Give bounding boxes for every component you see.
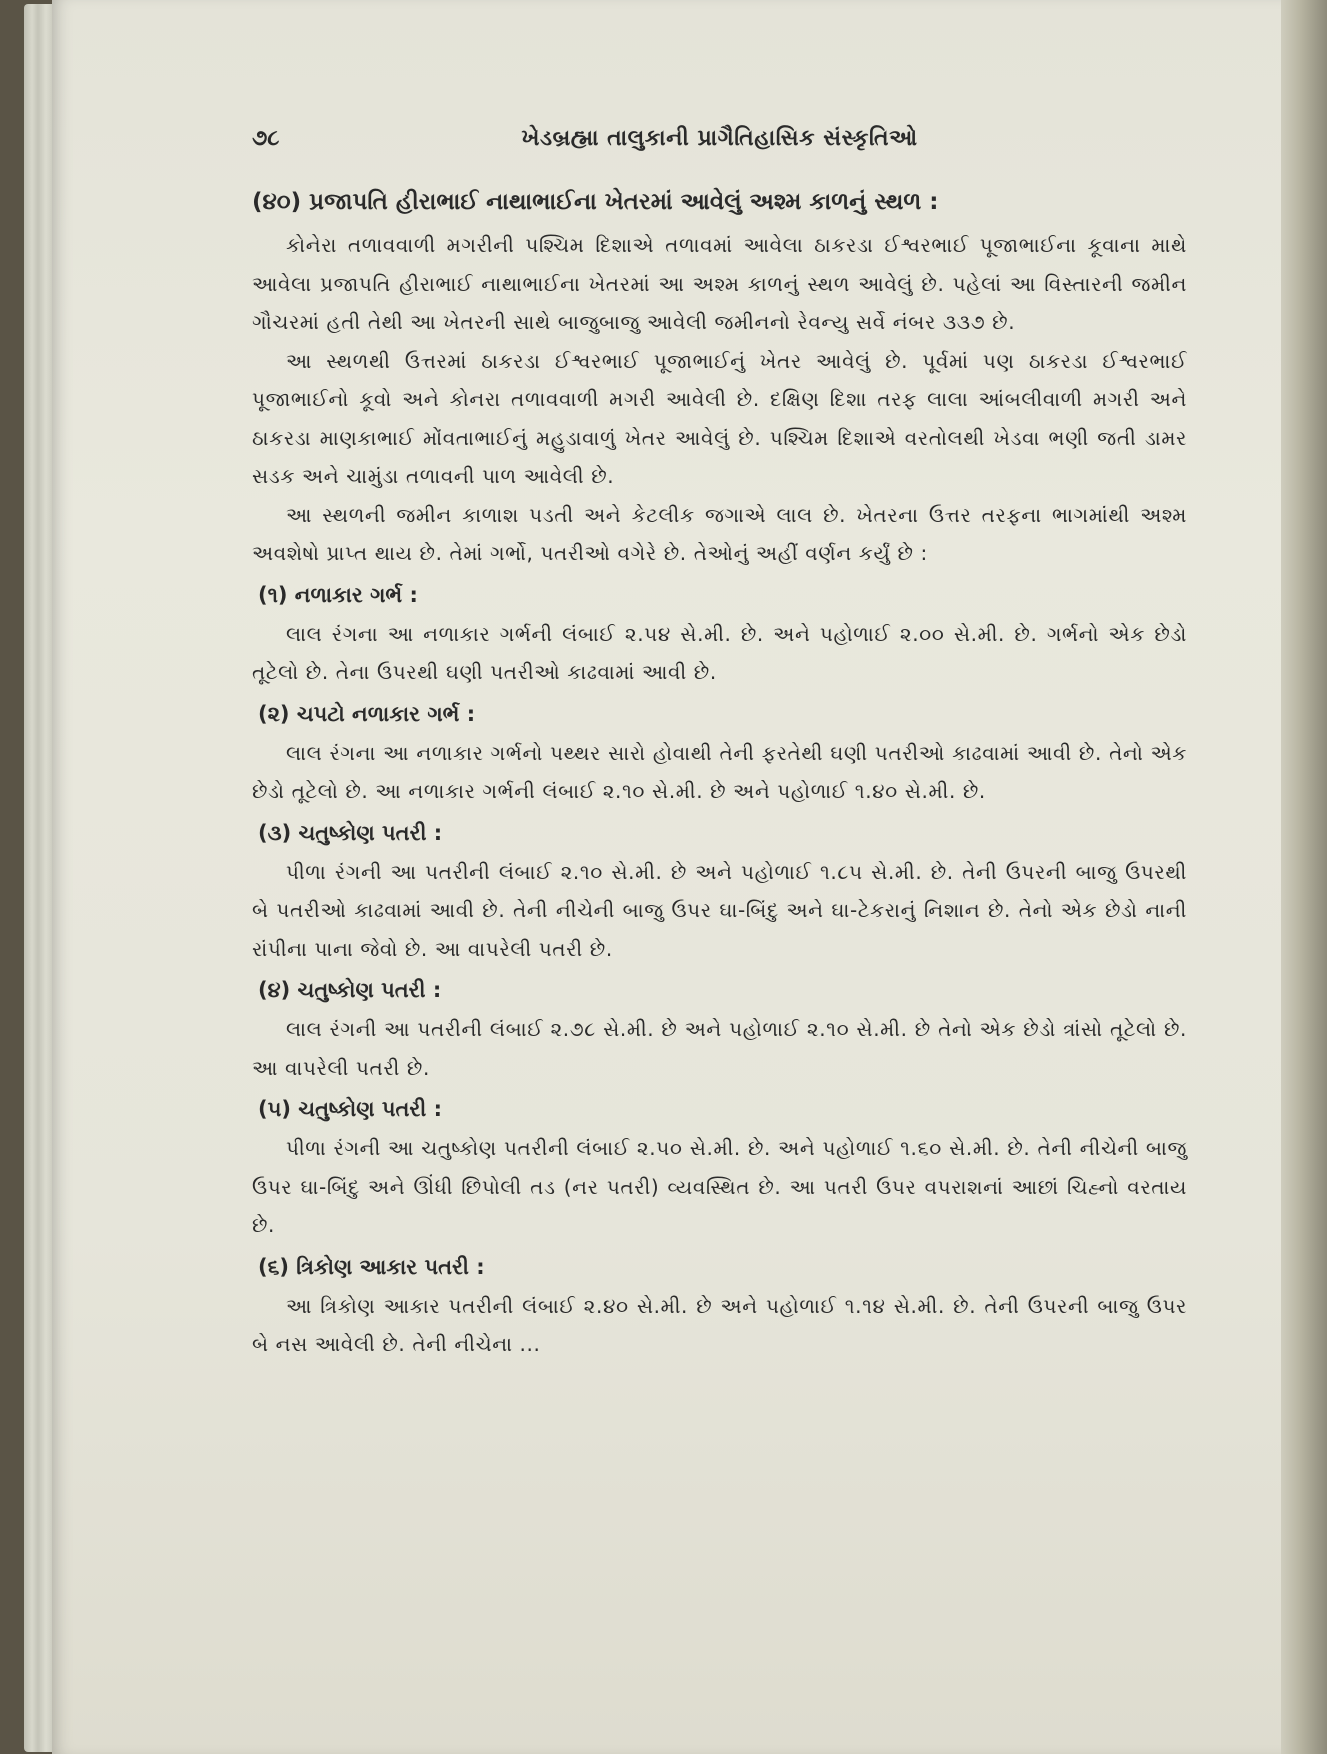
item-heading-3: (૩) ચતુષ્કોણ પતરી : (258, 820, 443, 845)
item-heading-4: (૪) ચતુષ્કોણ પતરી : (258, 978, 442, 1002)
section-paragraph-2: આ સ્થળથી ઉત્તરમાં ઠાકરડા ઈશ્વરભાઈ પૂજાભાઈનું ખેતર આવેલું છે. પૂર્વમાં પણ ઠાકરડા ઈશ્વરભાઈ પૂજાભાઈનો કૂવો અને કોનરા તળાવવાળી મગરી આવેલી છે. દક્ષિણ દિશા તરફ લાલા આંબલીવાળી મગરી અને ઠાકરડા માણકાભાઈ મોંવતાભાઈનું મહુડાવાળું ખેતર આવેલું છે. પશ્ચિમ દિશાએ વરતોલથી ખેડવા ભણી જતી ડામર સડક અને ચામુંડા તળાવની પાળ આવેલી છે. (252, 348, 1187, 488)
running-header (252, 126, 1187, 182)
item-text-4: લાલ રંગની આ પતરીની લંબાઈ ૨.૭૮ સે.મી. છે અને પહોળાઈ ૨.૧૦ સે.મી. છે તેનો એક છેડો ત્રાંસો તૂટેલો છે. આ વાપરેલી પતરી છે. (252, 1017, 1187, 1080)
item-text-3: પીળા રંગની આ પતરીની લંબાઈ ૨.૧૦ સે.મી. છે અને પહોળાઈ ૧.૮૫ સે.મી. છે. તેની ઉપરની બાજુ ઉપરથી બે પતરીઓ કાઢવામાં આવી છે. તેની નીચેની બાજુ ઉપર ઘા-બિંદુ અને ઘા-ટેકરાનું નિશાન છે. તેનો એક છેડો નાની રાંપીના પાના જેવો છે. આ વાપરેલી પતરી છે. (252, 859, 1187, 961)
item-heading-1: (૧) નળાકાર ગર્ભ : (258, 582, 418, 607)
running-title: ખેડબ્રહ્મા તાલુકાની પ્રાગૈતિહાસિક સંસ્કૃતિઓ (521, 126, 918, 151)
item-heading-2: (૨) ચપટો નળાકાર ગર્ભ : (258, 701, 476, 726)
book-spine-shadow (1281, 0, 1327, 1754)
item-text-1: લાલ રંગના આ નળાકાર ગર્ભની લંબાઈ ૨.૫૪ સે.મી. છે. અને પહોળાઈ ૨.૦૦ સે.મી. છે. ગર્ભનો એક છેડો તૂટેલો છે. તેના ઉપરથી ઘણી પતરીઓ કાઢવામાં આવી છે. (252, 621, 1187, 684)
page-content (252, 126, 1187, 1364)
item-heading-6: (૬) ત્રિકોણ આકાર પતરી : (258, 1254, 485, 1279)
item-text-5: પીળા રંગની આ ચતુષ્કોણ પતરીની લંબાઈ ૨.૫૦ સે.મી. છે. અને પહોળાઈ ૧.૬૦ સે.મી. છે. તેની નીચેની બાજુ ઉપર ઘા-બિંદુ અને ઊંધી છિપોલી તડ (નર પતરી) વ્યવસ્થિત છે. આ પતરી ઉપર વપરાશનાં આછાં ચિહ્નો વરતાય છે. (252, 1136, 1187, 1237)
page-number: ૭૮ (252, 126, 280, 151)
section-title: (૪૦) પ્રજાપતિ હીરાભાઈ નાથાભાઈના ખેતરમાં આવેલું અશ્મ કાળનું સ્થળ : (252, 189, 939, 215)
item-heading-5: (૫) ચતુષ્કોણ પતરી : (258, 1097, 442, 1121)
section-paragraph-1: કોનેરા તળાવવાળી મગરીની પશ્ચિમ દિશાએ તળાવમાં આવેલા ઠાકરડા ઈશ્વરભાઈ પૂજાભાઈના કૂવાના માથે આવેલા પ્રજાપતિ હીરાભાઈ નાથાભાઈના ખેતરમાં આ અશ્મ કાળનું સ્થળ આવેલું છે. પહેલાં આ વિસ્તારની જમીન ગૌચરમાં હતી તેથી આ ખેતરની સાથે બાજુબાજુ આવેલી જમીનનો રેવન્યુ સર્વે નંબર ૩૩૭ છે. (252, 233, 1187, 334)
section-paragraph-3: આ સ્થળની જમીન કાળાશ પડતી અને કેટલીક જગાએ લાલ છે. ખેતરના ઉત્તર તરફના ભાગમાંથી અશ્મ અવશેષો પ્રાપ્ત થાય છે. તેમાં ગર્ભો, પતરીઓ વગેરે છે. તેઓનું અહીં વર્ણન કર્યું છે : (252, 502, 1187, 565)
item-text-2: લાલ રંગના આ નળાકાર ગર્ભનો પથ્થર સારો હોવાથી તેની ફરતેથી ઘણી પતરીઓ કાઢવામાં આવી છે. તેનો એક છેડો તૂટેલો છે. આ નળાકાર ગર્ભની લંબાઈ ૨.૧૦ સે.મી. છે અને પહોળાઈ ૧.૪૦ સે.મી. છે. (252, 740, 1187, 803)
item-text-6: આ ત્રિકોણ આકાર પતરીની લંબાઈ ૨.૪૦ સે.મી. છે અને પહોળાઈ ૧.૧૪ સે.મી. છે. તેની ઉપરની બાજુ ઉપર બે નસ આવેલી છે. તેની નીચેના ... (252, 1293, 1187, 1356)
